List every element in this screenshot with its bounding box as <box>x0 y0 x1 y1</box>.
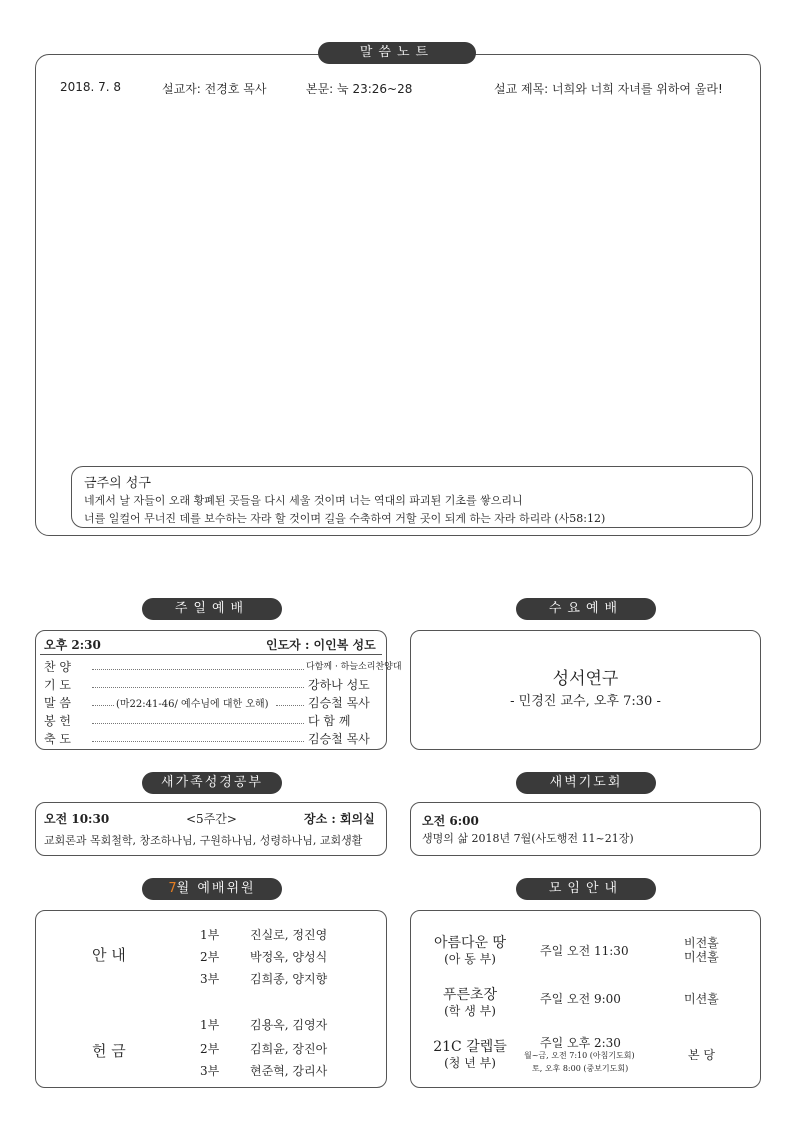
committee-part: 2부 <box>200 1042 220 1056</box>
meeting-dept: (학 생 부) <box>444 1004 496 1018</box>
dawn-desc: 생명의 삶 2018년 7월(사도행전 11~21장) <box>422 832 634 845</box>
meeting-name: 21C 갈렙들 <box>433 1039 507 1055</box>
meeting-time: 주일 오후 2:30 <box>540 1036 621 1050</box>
family-study-time: 오전 10:30 <box>44 812 110 826</box>
sunday-service-header: 주일예배 <box>142 598 282 620</box>
family-study-topics: 교회론과 목회철학, 창조하나님, 구원하나님, 성령하나님, 교회생활 <box>44 834 363 847</box>
wednesday-sub: - 민경진 교수, 오후 7:30 - <box>510 694 661 709</box>
weekly-verse-title: 금주의 성구 <box>84 476 151 491</box>
dawn-time: 오전 6:00 <box>422 814 479 828</box>
committee-names: 김희종, 양지향 <box>250 972 328 986</box>
order-label-sermon: 말 씀 <box>44 696 71 710</box>
order-label-offering: 봉 헌 <box>44 714 71 728</box>
dawn-prayer-box <box>410 802 761 856</box>
sermon-title: 설교 제목: 너희와 너희 자녀를 위하여 울라! <box>494 82 723 96</box>
meeting-place: 미션홀 <box>684 992 719 1006</box>
meeting-place: 본 당 <box>688 1048 715 1062</box>
order-label-benediction: 축 도 <box>44 732 71 746</box>
meeting-time: 주일 오전 9:00 <box>540 992 621 1006</box>
sunday-leader: 인도자 : 이인복 성도 <box>266 638 376 652</box>
order-value-praise: 다함께 · 하늘소리찬양대 <box>306 662 402 672</box>
wednesday-service-header: 수요예배 <box>516 598 656 620</box>
committee-title: 월 예배위원 <box>176 881 256 896</box>
dawn-prayer-header: 새벽기도회 <box>516 772 656 794</box>
committee-part: 1부 <box>200 1018 220 1032</box>
committee-names: 현준혁, 강리사 <box>250 1064 328 1078</box>
meeting-place: 미션홀 <box>684 950 719 964</box>
committee-group-usher: 안 내 <box>92 946 126 964</box>
meeting-name: 푸른초장 <box>442 987 498 1003</box>
order-note-sermon: (마22:41-46/ 예수님에 대한 오해) <box>116 699 269 710</box>
sermon-preacher: 설교자: 전경호 목사 <box>162 82 267 96</box>
order-dots <box>92 669 304 670</box>
order-label-praise: 찬 양 <box>44 660 71 674</box>
weekly-verse-line1: 네게서 날 자들이 오래 황폐된 곳들을 다시 세울 것이며 너는 역대의 파괴된 기초를 쌓으리니 <box>84 494 523 507</box>
committee-month: 7 <box>168 881 177 896</box>
order-value-benediction: 김승철 목사 <box>308 732 370 746</box>
committee-names: 김희윤, 장진아 <box>250 1042 328 1056</box>
meeting-dept: (아 동 부) <box>444 952 496 966</box>
order-dots <box>92 741 304 742</box>
meeting-extra: 월~금, 오전 7:10 (아침기도회) <box>524 1051 635 1060</box>
sermon-text: 본문: 눅 23:26~28 <box>306 82 413 96</box>
order-dots <box>92 705 114 706</box>
committee-part: 3부 <box>200 972 220 986</box>
committee-header <box>142 878 282 900</box>
sunday-time: 오후 2:30 <box>44 638 101 652</box>
order-value-offering: 다 함 께 <box>308 714 351 728</box>
order-dots <box>92 687 304 688</box>
committee-part: 1부 <box>200 928 220 942</box>
sunday-divider <box>40 654 382 655</box>
committee-group-offering: 헌 금 <box>92 1042 126 1060</box>
committee-names: 김용옥, 김영자 <box>250 1018 328 1032</box>
order-dots <box>92 723 304 724</box>
order-value-prayer: 강하나 성도 <box>308 678 370 692</box>
meeting-extra: 토, 오후 8:00 (중보기도회) <box>532 1064 629 1073</box>
meetings-header: 모임안내 <box>516 878 656 900</box>
meeting-time: 주일 오전 11:30 <box>540 944 629 958</box>
sermon-date: 2018. 7. 8 <box>60 80 122 94</box>
sermon-note-header: 말씀노트 <box>318 42 476 64</box>
family-study-header: 새가족성경공부 <box>142 772 282 794</box>
order-dots <box>276 705 304 706</box>
weekly-verse-line2: 너를 일컬어 무너진 데를 보수하는 자라 할 것이며 길을 수축하여 거할 곳이 되게 하는 자라 하리라 (사58:12) <box>84 512 606 525</box>
order-label-prayer: 기 도 <box>44 678 71 692</box>
committee-names: 박정옥, 양성식 <box>250 950 328 964</box>
committee-names: 진실로, 정진영 <box>250 928 328 942</box>
meeting-place: 비전홀 <box>684 936 719 950</box>
meeting-name: 아름다운 땅 <box>433 935 507 951</box>
committee-part: 2부 <box>200 950 220 964</box>
committee-part: 3부 <box>200 1064 220 1078</box>
family-study-weeks: <5주간> <box>186 812 237 826</box>
order-value-sermon: 김승철 목사 <box>308 696 370 710</box>
meeting-dept: (청 년 부) <box>444 1056 496 1070</box>
family-study-place: 장소 : 회의실 <box>304 812 375 826</box>
wednesday-main: 성서연구 <box>552 669 619 689</box>
sermon-note-box <box>35 54 761 536</box>
